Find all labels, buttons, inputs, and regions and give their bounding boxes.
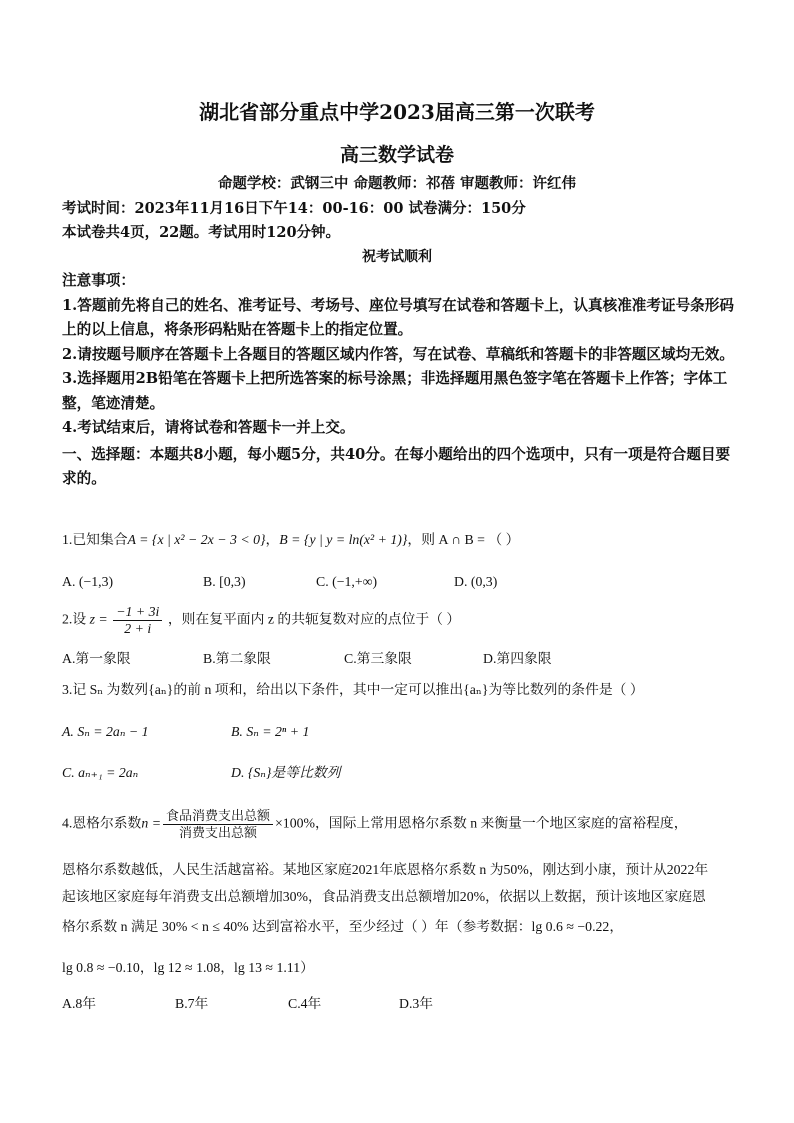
q3-option-a: A. Sₙ = 2aₙ − 1	[62, 724, 149, 739]
question-4-line-5: lg 0.8 ≈ −0.10，lg 12 ≈ 1.08，lg 13 ≈ 1.11）	[62, 960, 314, 975]
q2-option-c: C.第三象限	[344, 651, 412, 666]
q1-option-d: D. (0,3)	[454, 574, 498, 589]
question-1-stem	[62, 528, 742, 552]
q2-stem-a: 2.设	[62, 611, 87, 627]
q4-option-b: B.7年	[175, 996, 209, 1011]
notice-item-1: 1.答题前先将自己的姓名、准考证号、考场号、座位号填写在试卷和答题卡上，认真核准准考证号条形码上的以上信息，将条形码粘贴在答题卡上的指定位置。	[62, 296, 734, 338]
question-4-line-3: 起该地区家庭每年消费支出总额增加30%，食品消费支出总额增加20%，依据以上数据，预计该地区家庭恩	[62, 889, 706, 904]
notice-item-3: 3.选择题用2B铅笔在答题卡上把所选答案的标号涂黑；非选择题用黑色签字笔在答题卡上作答；字体工整，笔迹清楚。	[62, 370, 728, 412]
q2-fraction	[113, 604, 162, 637]
exam-title: 湖北省部分重点中学2023届高三第一次联考	[199, 100, 595, 124]
notice-heading: 注意事项：	[62, 272, 135, 289]
q1-sep: ，	[265, 532, 280, 547]
time-line: 考试时间：2023年11月16日下午14：00-16：00 试卷满分：150分	[62, 200, 526, 217]
q2-z: z =	[89, 611, 108, 627]
question-3: 3.记 Sₙ 为数列{aₙ}的前 n 项和，给出以下条件，其中一定可以推出{aₙ}为等比数列的条件是（ ）	[62, 682, 644, 697]
q4-option-c: C.4年	[288, 996, 322, 1011]
q4-n: n =	[141, 815, 162, 831]
q2-denominator: 2 + i	[124, 621, 152, 636]
notice-item-2: 2.请按题号顺序在答题卡上各题目的答题区域内作答，写在试卷、草稿纸和答题卡的非答题区域均无效。	[62, 345, 734, 363]
notice-block	[62, 269, 738, 492]
question-1	[62, 528, 742, 552]
q4-stem-a: 4.恩格尔系数	[62, 815, 142, 831]
q4-numerator: 食品消费支出总额	[163, 808, 273, 825]
notice-item-4: 4.考试结束后，请将试卷和答题卡一并上交。	[62, 419, 355, 436]
section-heading: 一、选择题：本题共8小题，每小题5分，共40分。在每小题给出的四个选项中，只有一项是符合题目要求的。	[62, 445, 731, 487]
question-2	[62, 604, 742, 637]
q1-set-b: B = {y | y = ln(x² + 1)}	[279, 532, 408, 547]
info-line: 本试卷共4页，22题。考试用时120分钟。	[62, 224, 341, 241]
q2-option-d: D.第四象限	[483, 651, 552, 666]
q4-fraction	[163, 808, 273, 841]
q1-option-c: C. (−1,+∞)	[316, 574, 378, 589]
q2-numerator: −1 + 3i	[113, 604, 162, 621]
authors-line: 命题学校：武钢三中 命题教师：祁蓓 审题教师：许红伟	[217, 175, 577, 192]
q4-option-d: D.3年	[399, 996, 434, 1011]
q1-option-a: A. (−1,3)	[62, 574, 114, 589]
q2-stem-b: ，则在复平面内 z 的共轭复数对应的点位于（ ）	[167, 611, 461, 627]
q1-stem-a: 1.已知集合	[62, 532, 128, 547]
q4-denominator: 消费支出总额	[179, 825, 258, 840]
exam-subtitle: 高三数学试卷	[339, 144, 454, 166]
question-4-line-1	[62, 808, 742, 841]
q1-option-b: B. [0,3)	[203, 574, 246, 589]
q3-option-b: B. Sₙ = 2ⁿ + 1	[231, 724, 310, 739]
q4-stem-b: ×100%，国际上常用恩格尔系数 n 来衡量一个地区家庭的富裕程度，	[275, 815, 688, 831]
q3-option-d: D. {Sₙ}是等比数列	[231, 765, 341, 780]
question-4-line-4: 格尔系数 n 满足 30% < n ≤ 40% 达到富裕水平，至少经过（ ）年（参考数据：lg 0.6 ≈ −0.22，	[62, 919, 624, 934]
q1-stem-b: ，则 A ∩ B = （ ）	[407, 532, 520, 547]
q2-option-b: B.第二象限	[203, 651, 271, 666]
wish-line: 祝考试顺利	[362, 249, 432, 265]
q4-option-a: A.8年	[62, 996, 97, 1011]
q2-option-a: A.第一象限	[62, 651, 131, 666]
q1-set-a: A = {x | x² − 2x − 3 < 0}	[127, 532, 266, 547]
question-4-line-2: 恩格尔系数越低，人民生活越富裕。某地区家庭2021年底恩格尔系数 n 为50%，刚达到小康，预计从2022年	[62, 862, 709, 877]
q3-option-c: C. aₙ₊₁ = 2aₙ	[62, 765, 139, 780]
